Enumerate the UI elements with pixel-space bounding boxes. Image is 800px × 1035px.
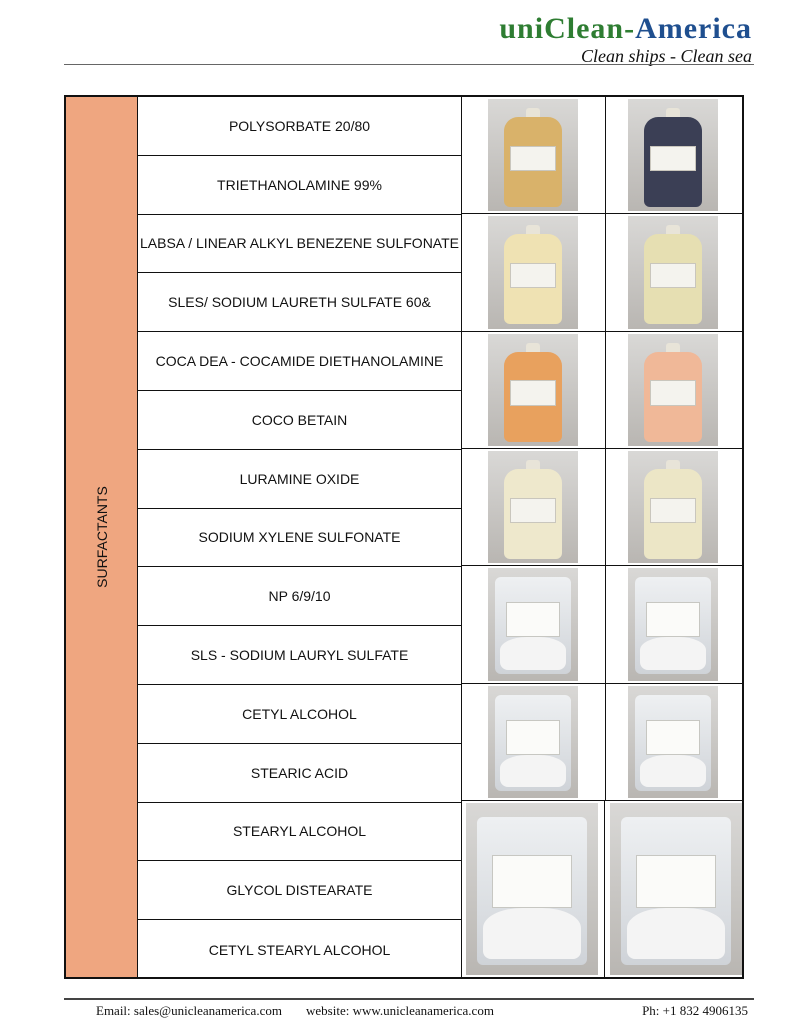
bag-label <box>646 602 700 637</box>
photo-column-divider <box>605 449 606 565</box>
bottle-cap <box>526 343 540 352</box>
footer-phone: Ph: +1 832 4906135 <box>642 1003 748 1018</box>
bag-photo <box>488 568 578 680</box>
product-name-row <box>138 273 461 332</box>
product-name: GLYCOL DISTEARATE <box>226 882 373 899</box>
product-photo <box>628 451 718 563</box>
product-photo <box>628 568 718 680</box>
bag-powder <box>483 908 581 958</box>
product-name: LABSA / LINEAR ALKYL BENEZENE SULFONATE <box>139 235 459 252</box>
product-name-row <box>138 744 461 803</box>
bag-shape <box>621 817 732 965</box>
product-name: TRIETHANOLAMINE 99% <box>217 176 382 193</box>
brand-logo <box>499 14 752 44</box>
product-name: SODIUM XYLENE SULFONATE <box>198 529 401 546</box>
bottle-label <box>510 380 556 405</box>
bag-powder <box>500 755 567 788</box>
bag-powder <box>640 637 707 670</box>
product-name: POLYSORBATE 20/80 <box>228 117 371 134</box>
bottle-photo <box>488 99 578 211</box>
bottle-cap <box>666 343 680 352</box>
bag-photo <box>488 686 578 798</box>
photo-column-divider <box>604 801 605 977</box>
product-name-row <box>138 861 461 920</box>
bottle-photo <box>628 216 718 328</box>
bag-photo <box>628 686 718 798</box>
product-photo <box>488 99 578 211</box>
brand-header <box>499 14 752 67</box>
bag-label <box>492 855 572 907</box>
product-photo <box>466 803 598 975</box>
bottle-label <box>650 380 696 405</box>
bag-shape <box>477 817 588 965</box>
bag-powder <box>500 637 567 670</box>
header-divider <box>64 64 754 65</box>
product-name: NP 6/9/10 <box>268 588 331 605</box>
bottle-shape <box>644 352 702 442</box>
product-name-row <box>138 567 461 626</box>
bottle-cap <box>526 225 540 234</box>
bottle-shape <box>504 117 562 207</box>
footer-divider <box>64 998 754 1000</box>
bag-powder <box>640 755 707 788</box>
bottle-shape <box>644 117 702 207</box>
product-photo <box>488 451 578 563</box>
product-table <box>64 95 744 979</box>
bag-powder <box>627 908 725 958</box>
bottle-shape <box>644 469 702 559</box>
bottle-label <box>510 263 556 288</box>
photo-column-divider <box>605 684 606 800</box>
bottle-photo <box>628 334 718 446</box>
product-name: STEARYL ALCOHOL <box>232 823 367 840</box>
footer-website[interactable]: website: www.unicleanamerica.com <box>306 1003 494 1018</box>
product-photo-row <box>462 332 744 449</box>
bag-label <box>646 720 700 755</box>
photo-column-divider <box>605 332 606 448</box>
category-label: SURFACTANTS <box>93 486 110 588</box>
product-name-row <box>138 391 461 450</box>
bag-shape <box>495 695 571 792</box>
product-name-row <box>138 215 461 274</box>
product-photo <box>488 216 578 328</box>
product-name: COCA DEA - COCAMIDE DIETHANOLAMINE <box>155 353 444 370</box>
photo-column-divider <box>605 566 606 682</box>
bottle-cap <box>666 460 680 469</box>
photo-column-divider <box>605 97 606 213</box>
bottle-label <box>650 146 696 171</box>
brand-name-part2: America <box>635 12 752 45</box>
product-name-column <box>138 97 462 977</box>
bottle-shape <box>504 234 562 324</box>
bottle-cap <box>666 225 680 234</box>
bag-shape <box>495 577 571 674</box>
product-name: SLES/ SODIUM LAURETH SULFATE 60& <box>168 294 431 311</box>
product-photo-row <box>462 566 744 683</box>
product-name: CETYL ALCOHOL <box>242 705 357 722</box>
product-photo-row <box>462 214 744 331</box>
product-photo-column <box>462 97 744 977</box>
bottle-label <box>510 498 556 523</box>
brand-tagline: Clean ships - Clean sea <box>581 46 752 66</box>
product-photo <box>610 803 742 975</box>
product-photo <box>628 686 718 798</box>
product-photo <box>628 216 718 328</box>
bottle-cap <box>666 108 680 117</box>
brand-name-part1: uniClean- <box>499 12 636 45</box>
bottle-photo <box>628 451 718 563</box>
product-name: STEARIC ACID <box>250 764 349 781</box>
bag-shape <box>635 577 711 674</box>
product-name-row <box>138 685 461 744</box>
bottle-label <box>650 498 696 523</box>
bag-shape <box>635 695 711 792</box>
product-photo <box>488 568 578 680</box>
bottle-photo <box>628 99 718 211</box>
bottle-label <box>510 146 556 171</box>
product-photo <box>488 686 578 798</box>
product-photo-row <box>462 449 744 566</box>
product-name-row <box>138 156 461 215</box>
category-column <box>66 97 138 977</box>
product-name-row <box>138 450 461 509</box>
product-photo <box>628 99 718 211</box>
bottle-photo <box>488 334 578 446</box>
product-name-row <box>138 332 461 391</box>
product-photo <box>488 334 578 446</box>
product-name-row <box>138 803 461 862</box>
product-name-row <box>138 509 461 568</box>
bottle-shape <box>644 234 702 324</box>
bottle-shape <box>504 352 562 442</box>
photo-column-divider <box>605 214 606 330</box>
bottle-photo <box>488 216 578 328</box>
bottle-cap <box>526 460 540 469</box>
product-name: SLS - SODIUM LAURYL SULFATE <box>190 647 409 664</box>
product-name: CETYL STEARYL ALCOHOL <box>208 941 391 958</box>
product-name: LURAMINE OXIDE <box>239 470 360 487</box>
bag-photo <box>628 568 718 680</box>
product-name-row <box>138 97 461 156</box>
bag-photo <box>610 803 742 975</box>
product-photo-row <box>462 801 744 977</box>
product-photo-row <box>462 684 744 801</box>
bottle-label <box>650 263 696 288</box>
product-photo-row <box>462 97 744 214</box>
bottle-shape <box>504 469 562 559</box>
footer-email[interactable]: Email: sales@unicleanamerica.com <box>96 1003 282 1018</box>
bottle-cap <box>526 108 540 117</box>
bag-label <box>506 720 560 755</box>
product-photo <box>628 334 718 446</box>
product-name-row <box>138 920 461 979</box>
bag-photo <box>466 803 598 975</box>
bag-label <box>506 602 560 637</box>
product-name: COCO BETAIN <box>251 411 348 428</box>
bag-label <box>636 855 716 907</box>
bottle-photo <box>488 451 578 563</box>
product-name-row <box>138 626 461 685</box>
